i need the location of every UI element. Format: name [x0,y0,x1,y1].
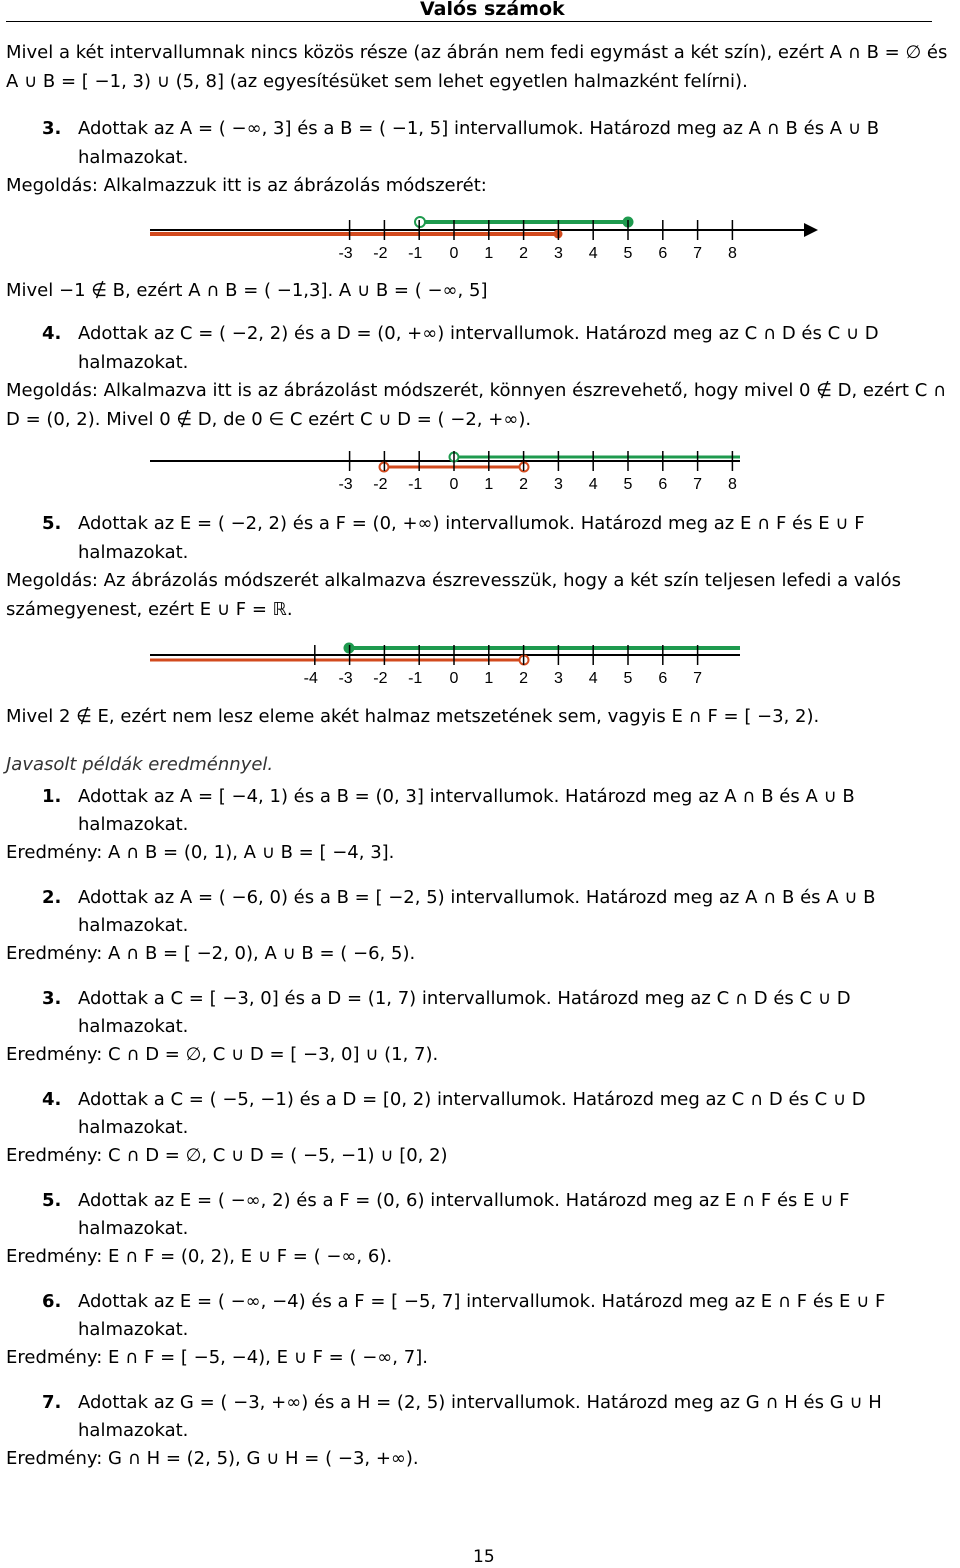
ex3-number: 3. [42,118,62,139]
tick-label: 4 [588,476,598,493]
suggested-item-task-cont: halmazokat. [78,1420,189,1441]
suggested-item-number: 2. [42,887,62,908]
tick-label: 3 [553,670,563,687]
ex5-solution-2: számegyenest, ezért E ∪ F = ℝ. [6,599,293,620]
suggested-item-task-cont: halmazokat. [78,1117,189,1138]
tick-label: 8 [727,245,737,262]
tick-label: 5 [623,476,633,493]
ex3-solution-intro: Megoldás: Alkalmazzuk itt is az ábrázolás módszerét: [6,175,487,196]
ex5-number: 5. [42,513,62,534]
ex5-result: Mivel 2 ∉ E, ezért nem lesz eleme akét halmaz metszetének sem, vagyis E ∩ F = [ −3, 2). [6,706,820,727]
suggested-item-result: Eredmény: E ∩ F = (0, 2), E ∪ F = ( −∞, 6). [6,1246,393,1267]
intro-line-2: A ∪ B = [ −1, 3) ∪ (5, 8] (az egyesítésüket sem lehet egyetlen halmazként felírni). [6,71,748,92]
tick-label: -1 [408,245,423,262]
tick-label: 0 [449,245,459,262]
ex3-result: Mivel −1 ∉ B, ezért A ∩ B = ( −1,3]. A ∪ B = ( −∞, 5] [6,280,488,301]
number-line-ex4 [0,445,960,495]
tick-label: -1 [408,476,423,493]
tick-label: -4 [303,670,318,687]
tick-label: 7 [693,670,703,687]
ex4-task: Adottak az C = ( −2, 2) és a D = (0, +∞) intervallumok. Határozd meg az C ∩ D és C ∪ D [78,323,879,344]
tick-label: 1 [484,245,494,262]
tick-label: 8 [727,476,737,493]
axis-arrow [804,223,818,237]
suggested-item-result: Eredmény: C ∩ D = ∅, C ∪ D = ( −5, −1) ∪ [0, 2) [6,1145,448,1166]
tick-label: 2 [519,476,529,493]
number-line-ex3 [0,212,960,262]
tick-label: 2 [519,245,529,262]
suggested-item-result: Eredmény: A ∩ B = (0, 1), A ∪ B = [ −4, 3]. [6,842,395,863]
suggested-item-task-cont: halmazokat. [78,1016,189,1037]
tick-label: 4 [588,670,598,687]
tick-label: 2 [519,670,529,687]
tick-label: -2 [373,670,388,687]
tick-label: 5 [623,670,633,687]
tick-label: -3 [338,670,353,687]
tick-label: 6 [658,245,668,262]
suggested-item-result: Eredmény: G ∩ H = (2, 5), G ∪ H = ( −3, +∞). [6,1448,419,1469]
suggested-item-number: 1. [42,786,62,807]
suggested-item-task: Adottak az E = ( −∞, −4) és a F = [ −5, 7] intervallumok. Határozd meg az E ∩ F és E ∪ F [78,1291,886,1312]
tick-label: 7 [693,476,703,493]
tick-label: 4 [588,245,598,262]
suggested-item-task: Adottak az A = [ −4, 1) és a B = (0, 3] intervallumok. Határozd meg az A ∩ B és A ∪ B [78,786,855,807]
tick-label: 0 [449,670,459,687]
ex4-solution-2: D = (0, 2). Mivel 0 ∉ D, de 0 ∈ C ezért C ∪ D = ( −2, +∞). [6,409,532,430]
ex3-task: Adottak az A = ( −∞, 3] és a B = ( −1, 5] intervallumok. Határozd meg az A ∩ B és A ∪ B [78,118,880,139]
open-endpoint-b-minus-1 [415,217,425,227]
ex4-task-cont: halmazokat. [78,352,189,373]
suggested-item-task: Adottak az E = ( −∞, 2) és a F = (0, 6) intervallumok. Határozd meg az E ∩ F és E ∪ F [78,1190,850,1211]
suggested-item-task-cont: halmazokat. [78,1218,189,1239]
suggested-heading: Javasolt példák eredménnyel. [6,754,274,775]
suggested-item-number: 3. [42,988,62,1009]
tick-label: 5 [623,245,633,262]
suggested-item-task: Adottak a C = ( −5, −1) és a D = [0, 2) intervallumok. Határozd meg az C ∩ D és C ∪ D [78,1089,866,1110]
ex5-task: Adottak az E = ( −2, 2) és a F = (0, +∞) intervallumok. Határozd meg az E ∩ F és E ∪ F [78,513,865,534]
suggested-item-number: 4. [42,1089,62,1110]
ex5-solution-1: Megoldás: Az ábrázolás módszerét alkalmazva észrevesszük, hogy a két szín teljesen lefedi a valós [6,570,901,591]
tick-label: -1 [408,670,423,687]
ex4-solution-1: Megoldás: Alkalmazva itt is az ábrázolást módszerét, könnyen észrevehető, hogy mivel 0 ∉ D, ezért C ∩ [6,380,947,401]
suggested-item-task-cont: halmazokat. [78,915,189,936]
tick-marks [338,220,736,262]
suggested-item-task: Adottak a C = [ −3, 0] és a D = (1, 7) intervallumok. Határozd meg az C ∩ D és C ∪ D [78,988,851,1009]
intro-line-1: Mivel a két intervallumnak nincs közös része (az ábrán nem fedi egymást a két szín), ezért A ∩ B = ∅ és [6,42,948,63]
suggested-item-task-cont: halmazokat. [78,814,189,835]
tick-label: 7 [693,245,703,262]
tick-label: 1 [484,476,494,493]
suggested-item-number: 6. [42,1291,62,1312]
page-header-title: Valós számok [420,0,565,20]
suggested-item-number: 7. [42,1392,62,1413]
tick-label: -3 [338,245,353,262]
page-number: 15 [473,1547,495,1567]
tick-label: -3 [338,476,353,493]
suggested-item-result: Eredmény: E ∩ F = [ −5, −4), E ∪ F = ( −∞, 7]. [6,1347,428,1368]
suggested-item-task: Adottak az G = ( −3, +∞) és a H = (2, 5) intervallumok. Határozd meg az G ∩ H és G ∪ H [78,1392,882,1413]
tick-label: 3 [553,476,563,493]
suggested-item-result: Eredmény: C ∩ D = ∅, C ∪ D = [ −3, 0] ∪ (1, 7). [6,1044,439,1065]
number-line-ex5 [0,638,960,688]
suggested-item-number: 5. [42,1190,62,1211]
ex3-task-cont: halmazokat. [78,147,189,168]
tick-marks [304,645,702,687]
tick-label: 1 [484,670,494,687]
tick-label: 0 [449,476,459,493]
ex4-number: 4. [42,323,62,344]
tick-label: 6 [658,476,668,493]
ex5-task-cont: halmazokat. [78,542,189,563]
header-rule [6,21,932,22]
suggested-item-result: Eredmény: A ∩ B = [ −2, 0), A ∪ B = ( −6, 5). [6,943,416,964]
tick-label: -2 [373,476,388,493]
tick-label: 3 [553,245,563,262]
suggested-item-task: Adottak az A = ( −6, 0) és a B = [ −2, 5) intervallumok. Határozd meg az A ∩ B és A ∪ B [78,887,876,908]
tick-label: -2 [373,245,388,262]
tick-label: 6 [658,670,668,687]
suggested-item-task-cont: halmazokat. [78,1319,189,1340]
